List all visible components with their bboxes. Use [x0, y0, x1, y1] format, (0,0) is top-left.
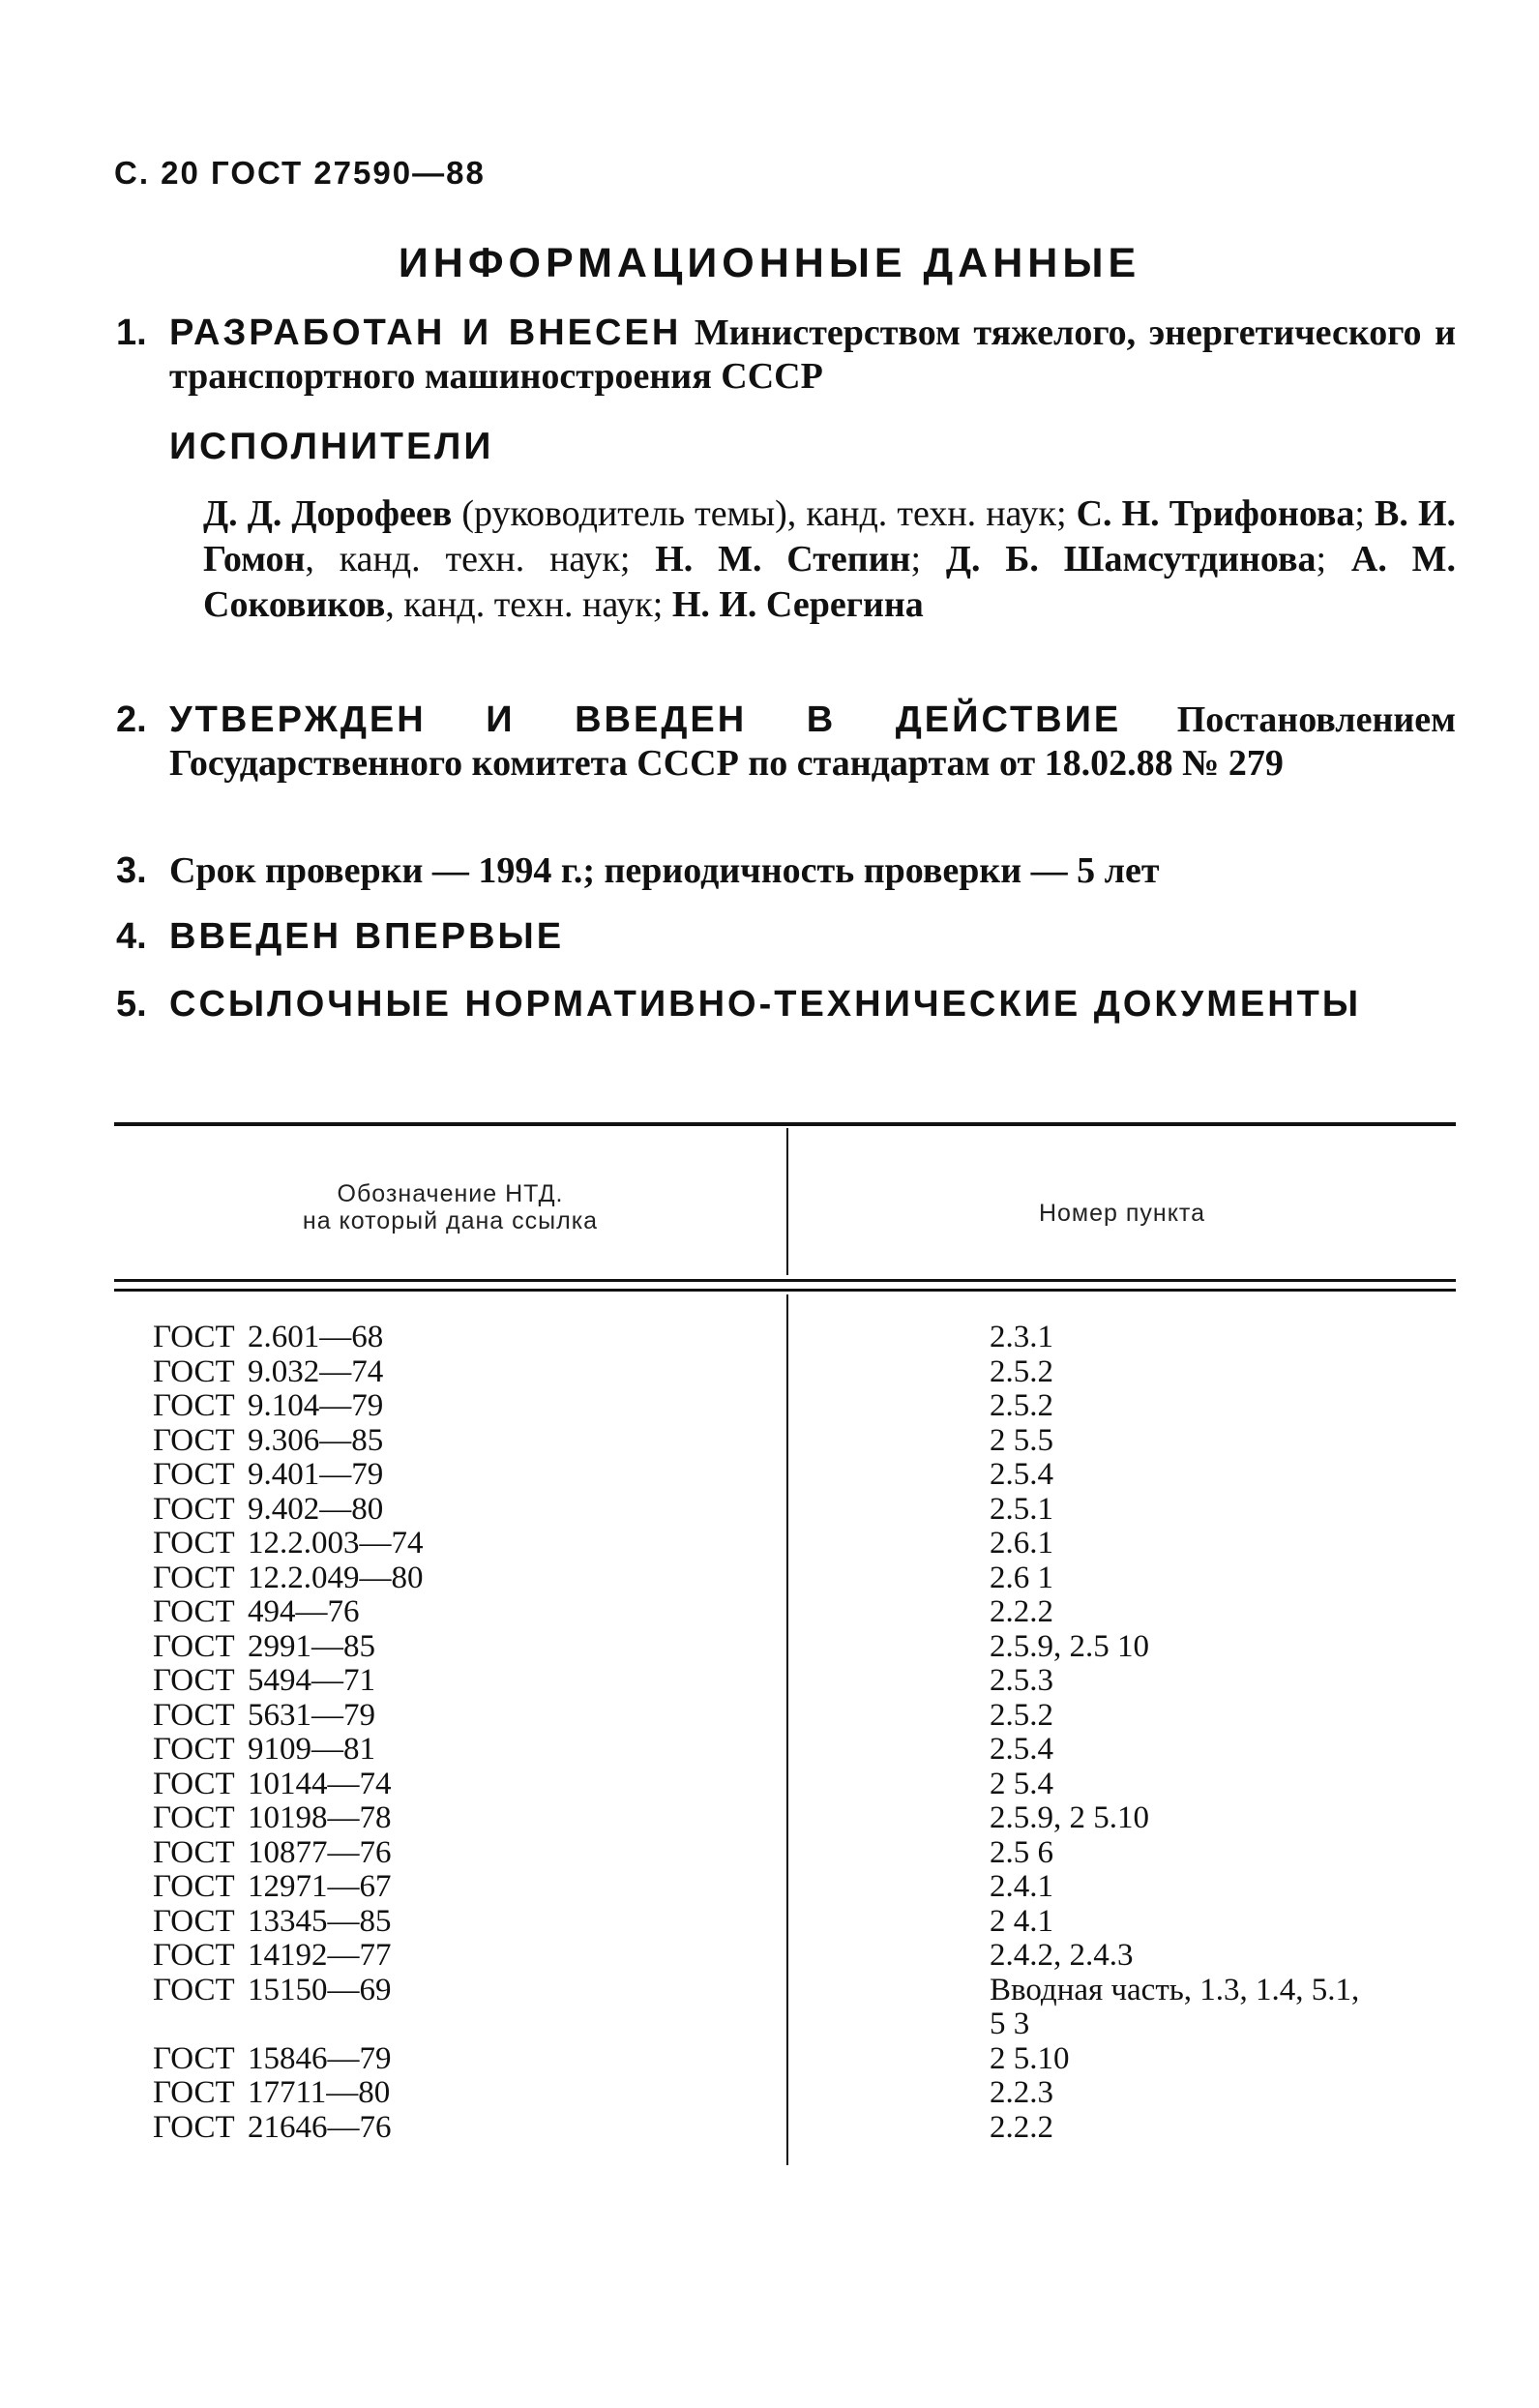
ntd-prefix: ГОСТ [153, 1800, 235, 1835]
author-name: Д. Д. Дорофеев [203, 493, 453, 534]
clause-number: 2.5.2 [990, 1353, 1053, 1389]
ntd-code: 5631—79 [248, 1697, 375, 1733]
table-row [114, 1699, 1456, 1734]
author-note: , канд. техн. наук; [305, 539, 656, 580]
ntd-designation [153, 1630, 375, 1665]
clause-number: 2.3.1 [990, 1320, 1053, 1354]
author-name: Н. И. Серегина [671, 584, 924, 625]
ntd-prefix: ГОСТ [153, 2075, 235, 2110]
ntd-prefix: ГОСТ [153, 1628, 235, 1664]
ntd-designation [153, 1664, 375, 1699]
header-rule [114, 1279, 1456, 1282]
ntd-prefix: ГОСТ [153, 1457, 235, 1492]
table-row [114, 1836, 1456, 1871]
ntd-prefix: ГОСТ [153, 1869, 235, 1904]
ntd-code: 2.601—68 [248, 1320, 384, 1354]
author-note: ; [1354, 493, 1376, 534]
ntd-designation [153, 1458, 383, 1493]
ntd-prefix: ГОСТ [153, 1491, 235, 1527]
ntd-prefix: ГОСТ [153, 1422, 235, 1458]
item-caps-heading: ССЫЛОЧНЫЕ НОРМАТИВНО-ТЕХНИЧЕСКИЕ ДОКУМЕНТЫ [169, 984, 1362, 1025]
ntd-code: 10198—78 [248, 1800, 392, 1835]
item-text: Министерством тяжелого, энергетического и транспортного машиностроения СССР [169, 312, 1456, 397]
author-note: ; [910, 539, 946, 580]
ntd-designation [153, 2111, 392, 2146]
item-number: 4. [116, 916, 147, 957]
header-rule [114, 1289, 1456, 1292]
clause-number: 2.5 6 [990, 1834, 1053, 1870]
ntd-prefix: ГОСТ [153, 1526, 235, 1561]
ntd-designation [153, 1424, 383, 1459]
author-name: Д. Б. Шамсутдинова [945, 539, 1317, 580]
author-note: (руководитель темы), канд. техн. наук; [452, 493, 1077, 534]
author-name: А. М. Соковиков [203, 539, 1457, 625]
ntd-prefix: ГОСТ [153, 1732, 235, 1767]
clause-number: 2.5.2 [990, 1697, 1053, 1733]
ntd-designation [153, 2076, 390, 2111]
authors-list [203, 491, 1456, 628]
item-caps-heading: УТВЕРЖДЕН И ВВЕДЕН В ДЕЙСТВИЕ [169, 699, 1122, 740]
ntd-code: 9.402—80 [248, 1491, 384, 1527]
clause-number: 2.6.1 [990, 1526, 1053, 1561]
ntd-code: 10877—76 [248, 1834, 392, 1870]
clause-number: 2.5.9, 2.5 10 [990, 1628, 1149, 1664]
ntd-code: 9.306—85 [248, 1422, 384, 1458]
table-row [114, 1801, 1456, 1836]
ntd-designation [153, 1527, 424, 1561]
ntd-designation [153, 1939, 392, 1974]
item-number: 1. [116, 312, 147, 353]
table-row [114, 1458, 1456, 1493]
table-row [114, 1630, 1456, 1665]
clause-number: 2.5.2 [990, 1388, 1053, 1423]
ntd-prefix: ГОСТ [153, 1766, 235, 1801]
table-row [114, 1321, 1456, 1355]
ntd-designation [153, 1699, 375, 1734]
ntd-designation [153, 1905, 392, 1940]
column-header-line: Обозначение НТД. [337, 1180, 564, 1207]
ntd-code: 15150—69 [248, 1972, 392, 2007]
column-header-line: на который дана ссылка [302, 1207, 599, 1234]
ntd-code: 14192—77 [248, 1938, 392, 1973]
ntd-prefix: ГОСТ [153, 1697, 235, 1733]
ntd-prefix: ГОСТ [153, 2040, 235, 2076]
ntd-prefix: ГОСТ [153, 1834, 235, 1870]
clause-number: 2.2.2 [990, 2109, 1053, 2145]
ntd-code: 21646—76 [248, 2109, 392, 2145]
item-3 [116, 849, 1456, 893]
table-row [114, 1561, 1456, 1596]
clause-number: 2 5.4 [990, 1766, 1053, 1801]
ntd-designation [153, 1493, 383, 1528]
table-row [114, 1595, 1456, 1630]
table-row [114, 1870, 1456, 1905]
ntd-code: 494—76 [248, 1594, 360, 1629]
clause-number: 2 4.1 [990, 1903, 1053, 1939]
ntd-designation [153, 1355, 383, 1390]
ntd-prefix: ГОСТ [153, 1663, 235, 1698]
item-number: 2. [116, 699, 147, 740]
ntd-designation [153, 1733, 375, 1768]
ntd-designation [153, 1801, 392, 1836]
ntd-prefix: ГОСТ [153, 1353, 235, 1389]
ntd-code: 9.032—74 [248, 1353, 384, 1389]
clause-number: 2 5.10 [990, 2040, 1070, 2076]
author-note: , канд. техн. наук; [385, 584, 672, 625]
clause-number: 2.6 1 [990, 1560, 1053, 1595]
ntd-designation [153, 1836, 392, 1871]
clause-number: 2.5.4 [990, 1732, 1053, 1767]
clause-number: 2.2.3 [990, 2075, 1053, 2110]
ntd-code: 2991—85 [248, 1628, 375, 1664]
ntd-code: 17711—80 [248, 2075, 391, 2110]
ntd-prefix: ГОСТ [153, 1903, 235, 1939]
ntd-code: 9.401—79 [248, 1457, 384, 1492]
references-table [114, 1122, 1456, 2167]
ntd-code: 10144—74 [248, 1766, 392, 1801]
clause-number: 2.5.3 [990, 1663, 1053, 1698]
ntd-code: 9109—81 [248, 1732, 375, 1767]
ntd-prefix: ГОСТ [153, 1938, 235, 1973]
table-row [114, 1527, 1456, 1561]
table-row [114, 2111, 1456, 2146]
ntd-code: 15846—79 [248, 2040, 392, 2076]
ntd-code: 12.2.003—74 [248, 1526, 424, 1561]
ntd-code: 12971—67 [248, 1869, 392, 1904]
table-row [114, 1664, 1456, 1699]
item-5 [116, 983, 1456, 1026]
table-row [114, 2076, 1456, 2111]
table-row [114, 1905, 1456, 1940]
author-name: В. И. Гомон [203, 493, 1456, 580]
clause-number: 2.4.1 [990, 1869, 1053, 1904]
ntd-prefix: ГОСТ [153, 1594, 235, 1629]
table-body [114, 1321, 1456, 2145]
table-row [114, 1939, 1456, 1974]
ntd-designation [153, 2042, 392, 2077]
item-text: Срок проверки — 1994 г.; периодичность проверки — 5 лет [169, 850, 1160, 891]
ntd-prefix: ГОСТ [153, 1320, 235, 1354]
clause-number: 2.5.1 [990, 1491, 1053, 1527]
ntd-designation [153, 1768, 392, 1802]
ntd-prefix: ГОСТ [153, 2109, 235, 2145]
column-header-clause: Номер пункта [1038, 1200, 1206, 1227]
item-caps-heading: ВВЕДЕН ВПЕРВЫЕ [169, 916, 565, 957]
ntd-designation [153, 1561, 424, 1596]
author-name: С. Н. Трифонова [1076, 493, 1355, 534]
clause-number: 2 5.5 [990, 1422, 1053, 1458]
ntd-designation [153, 1870, 392, 1905]
item-text: Постановлением Государственного комитета СССР по стандартам от 18.02.88 № 279 [169, 699, 1457, 784]
table-row [114, 1424, 1456, 1459]
item-number: 3. [116, 850, 147, 891]
ntd-designation [153, 1974, 392, 2008]
item-1 [116, 312, 1456, 399]
item-2 [116, 699, 1456, 786]
ntd-prefix: ГОСТ [153, 1560, 235, 1595]
table-row [114, 1389, 1456, 1424]
ntd-prefix: ГОСТ [153, 1388, 235, 1423]
clause-number: 2.4.2, 2.4.3 [990, 1938, 1134, 1973]
clause-number: 2.2.2 [990, 1594, 1053, 1629]
page-header: С. 20 ГОСТ 27590—88 [114, 155, 486, 191]
clause-number: 2.5.4 [990, 1457, 1053, 1492]
author-note: ; [1316, 539, 1351, 580]
item-number: 5. [116, 984, 147, 1025]
ntd-code: 13345—85 [248, 1903, 392, 1939]
table-row [114, 1493, 1456, 1528]
clause-number: 2.5.9, 2 5.10 [990, 1800, 1149, 1835]
ntd-code: 9.104—79 [248, 1388, 384, 1423]
table-row [114, 1974, 1456, 2042]
ntd-designation [153, 1389, 383, 1424]
item-4 [116, 915, 1456, 959]
ntd-code: 12.2.049—80 [248, 1560, 424, 1595]
document-title: ИНФОРМАЦИОННЫЕ ДАННЫЕ [398, 240, 1141, 286]
table-top-rule [114, 1122, 1456, 1126]
ntd-prefix: ГОСТ [153, 1972, 235, 2007]
clause-number: Вводная часть, 1.3, 1.4, 5.1, 5 3 [990, 1972, 1360, 2041]
author-name: Н. М. Степин [655, 539, 911, 580]
ntd-designation [153, 1595, 360, 1630]
ntd-designation [153, 1321, 383, 1355]
ntd-code: 5494—71 [248, 1663, 375, 1698]
table-row [114, 2042, 1456, 2077]
table-row [114, 1768, 1456, 1802]
table-row [114, 1733, 1456, 1768]
table-row [114, 1355, 1456, 1390]
performers-heading: ИСПОЛНИТЕЛИ [169, 426, 494, 467]
item-caps-heading: РАЗРАБОТАН И ВНЕСЕН [169, 312, 682, 353]
column-header-ntd [114, 1180, 786, 1234]
